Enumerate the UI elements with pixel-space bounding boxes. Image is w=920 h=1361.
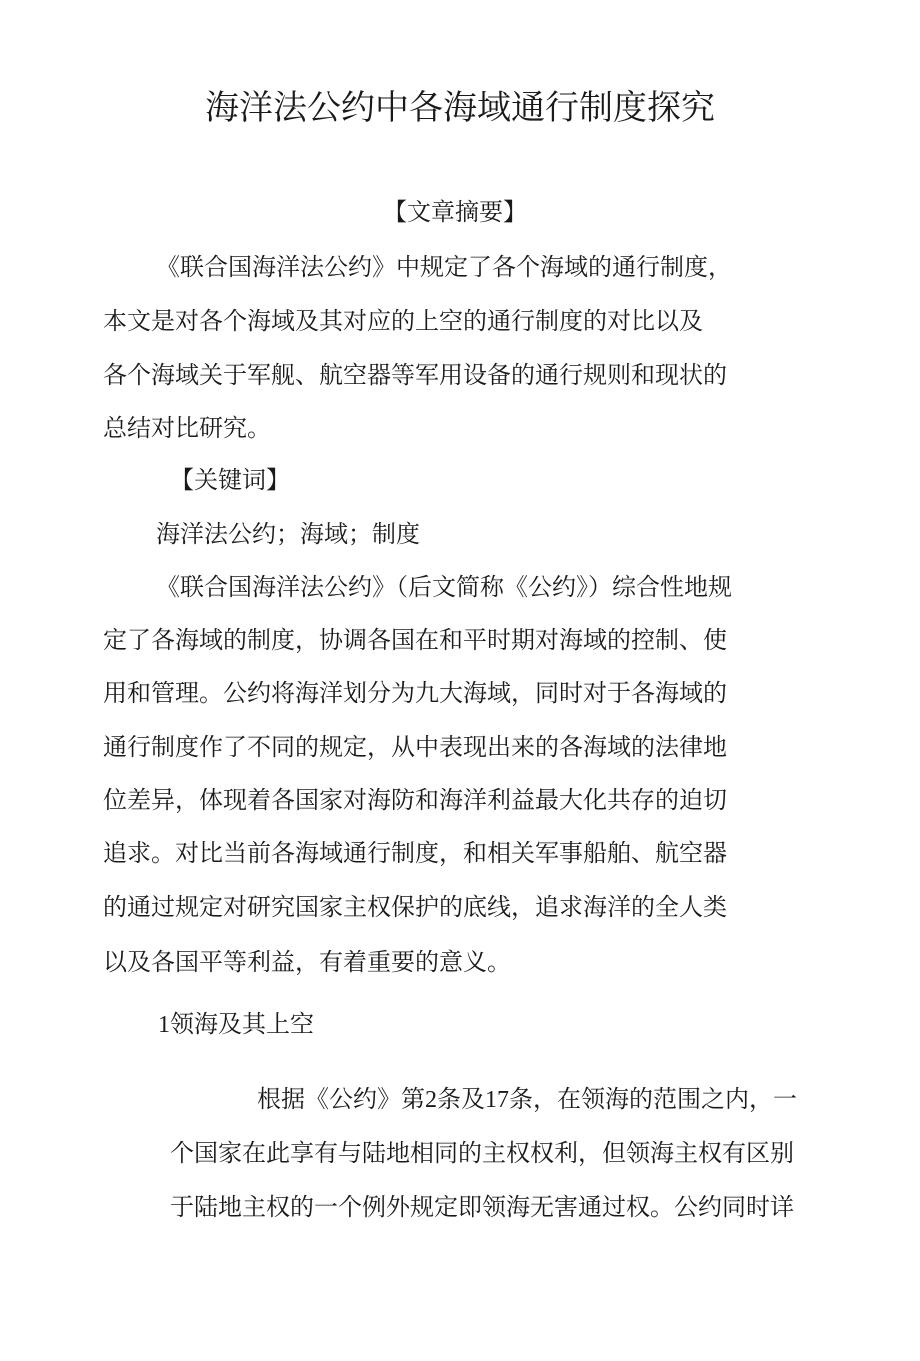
intro-line: 定了各海域的制度，协调各国在和平时期对海域的控制、使 [103,628,727,654]
section-line: 根据《公约》第2条及17条，在领海的范围之内，一 [257,1087,797,1113]
section-line: 个国家在此享有与陆地相同的主权权利，但领海主权有区别 [170,1141,794,1167]
section-heading: 1领海及其上空 [158,1012,314,1038]
intro-line: 位差异，体现着各国家对海防和海洋利益最大化共存的迫切 [103,788,727,814]
intro-line: 以及各国平等利益，有着重要的意义。 [103,950,511,976]
abstract-line: 本文是对各个海域及其对应的上空的通行制度的对比以及 [103,309,703,335]
document-title: 海洋法公约中各海域通行制度探究 [205,89,715,127]
intro-line: 追求。对比当前各海域通行制度，和相关军事船舶、航空器 [103,841,727,867]
intro-line: 《联合国海洋法公约》（后文简称《公约》）综合性地规 [156,575,732,601]
intro-line: 用和管理。公约将海洋划分为九大海域，同时对于各海域的 [103,681,727,707]
abstract-line: 《联合国海洋法公约》中规定了各个海域的通行制度， [156,255,732,281]
intro-line: 的通过规定对研究国家主权保护的底线，追求海洋的全人类 [103,895,727,921]
abstract-heading: 【文章摘要】 [383,200,527,226]
section-line: 于陆地主权的一个例外规定即领海无害通过权。公约同时详 [170,1195,794,1221]
intro-line: 通行制度作了不同的规定，从中表现出来的各海域的法律地 [103,735,727,761]
abstract-line: 总结对比研究。 [103,416,271,442]
abstract-line: 各个海域关于军舰、航空器等军用设备的通行规则和现状的 [103,363,727,389]
keywords-heading: 【关键词】 [170,468,290,494]
keywords: 海洋法公约；海域；制度 [156,522,420,548]
